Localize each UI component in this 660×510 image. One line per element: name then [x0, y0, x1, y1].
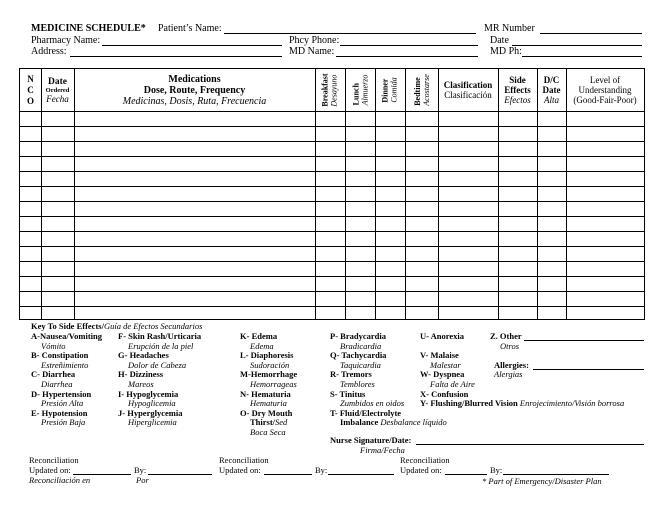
- form-title: MEDICINE SCHEDULE*: [31, 23, 146, 34]
- other-field[interactable]: [524, 340, 644, 341]
- key-col-4: P- Bradycardia Bradicardia Q- Tachycardia Taquicardia R- Tremors Temblores S- Tinitus Zumbidos en oidos T- Fluid/Electrolyte Imbalance Desbalance líquido: [330, 331, 447, 428]
- md-phone-field[interactable]: [522, 56, 642, 57]
- dc-date-header: D/C Date Alta: [542, 75, 561, 105]
- key-title: Key To Side Effects/Guía de Efectos Secundarios: [31, 321, 203, 331]
- mr-number-label: MR Number: [484, 23, 535, 34]
- reconciliation-2-date-field[interactable]: [264, 474, 312, 475]
- md-phone-label: MD Ph:: [490, 46, 522, 57]
- allergies-field[interactable]: [533, 369, 644, 370]
- nurse-signature-es: Firma/Fecha: [360, 445, 405, 455]
- phcy-phone-label: Phcy Phone:: [289, 35, 340, 46]
- reconciliation-3: Reconciliation Updated on:: [400, 455, 450, 475]
- date-ordered-header: Date Ordered Fecha: [45, 76, 70, 104]
- date-field[interactable]: [512, 45, 642, 46]
- nco-header: N C O: [26, 73, 34, 106]
- reconciliation-1-by: By:: [134, 465, 147, 475]
- reconciliation-1-date-field[interactable]: [73, 474, 131, 475]
- allergies-label: Allergies:: [494, 360, 529, 370]
- nurse-signature-label: Nurse Signature/Date:: [330, 435, 412, 445]
- breakfast-header: Breakfast Desayuno: [321, 73, 339, 107]
- key-col-1: A-Nausea/Vomiting Vómito B- Constipation Estreñimiento C- Diarrhea Diarrhea D- Hypertension Presión Alta E- Hypotension Presión Baja: [31, 331, 102, 428]
- date-label: Date: [490, 35, 509, 46]
- address-label: Address:: [31, 46, 67, 57]
- patient-name-label: Patient’s Name:: [158, 23, 222, 34]
- reconciliation-1-by-field[interactable]: [148, 474, 212, 475]
- bedtime-header: Bedtime Acostarse: [412, 74, 431, 106]
- nurse-signature-field[interactable]: [416, 444, 644, 445]
- reconciliation-2: Reconciliation Updated on:: [219, 455, 269, 475]
- dinner-header: Dinner Comida: [381, 77, 399, 103]
- phcy-phone-field[interactable]: [340, 45, 478, 46]
- footnote: * Part of Emergency/Disaster Plan: [482, 476, 602, 486]
- reconciliation-3-by-field[interactable]: [503, 474, 609, 475]
- reconciliation-1-por: Por: [136, 475, 149, 485]
- pharmacy-name-field[interactable]: [102, 45, 282, 46]
- reconciliation-3-date-field[interactable]: [445, 474, 487, 475]
- key-col-2: F- Skin Rash/Urticaria Erupción de la piel G- Headaches Dolor de Cabeza H- Dizziness Mareos I- Hypoglycemia Hypoglicemia J- Hyperglycemia Hiperglicemia: [118, 331, 202, 428]
- mr-number-field[interactable]: [540, 33, 642, 34]
- key-col-3: K- Edema Edema L- Diaphoresis Sudoración M-Hemorrhage Hemorrageas N- Hematuria Hematuria O- Dry Mouth Thirst/Sed Boca Seca: [240, 331, 298, 437]
- medications-header: Medications Dose, Route, Frequency Medicinas, Dosis, Ruta, Frecuencia: [122, 73, 267, 107]
- patient-name-field[interactable]: [224, 33, 476, 34]
- understanding-header: Level of Understanding (Good-Fair-Poor): [573, 75, 637, 105]
- reconciliation-2-by: By:: [315, 465, 328, 475]
- reconciliation-2-by-field[interactable]: [328, 474, 394, 475]
- reconciliation-1: Reconciliation Updated on: Reconciliación en: [29, 455, 91, 485]
- key-col-5: U- Anorexia V- Malaise Malestar W- Dyspnea Falta de Aire X- Confusion Y- Flushing/Blurred Vision Enrojecimiento/Visión borrosa: [420, 331, 625, 409]
- address-field[interactable]: [70, 56, 282, 57]
- key-col-6: Z. Other Otros: [490, 331, 522, 351]
- md-name-field[interactable]: [336, 56, 478, 57]
- reconciliation-3-by: By:: [490, 465, 503, 475]
- side-effects-header: Side Effects Efectos: [504, 75, 531, 105]
- pharmacy-name-label: Pharmacy Name:: [31, 35, 101, 46]
- md-name-label: MD Name:: [289, 46, 335, 57]
- allergies-es: Alergias: [494, 369, 523, 379]
- lunch-header: Lunch Almuerzo: [351, 74, 370, 106]
- classification-header: Clasification Clasificación: [443, 80, 493, 100]
- medication-table: [19, 68, 645, 320]
